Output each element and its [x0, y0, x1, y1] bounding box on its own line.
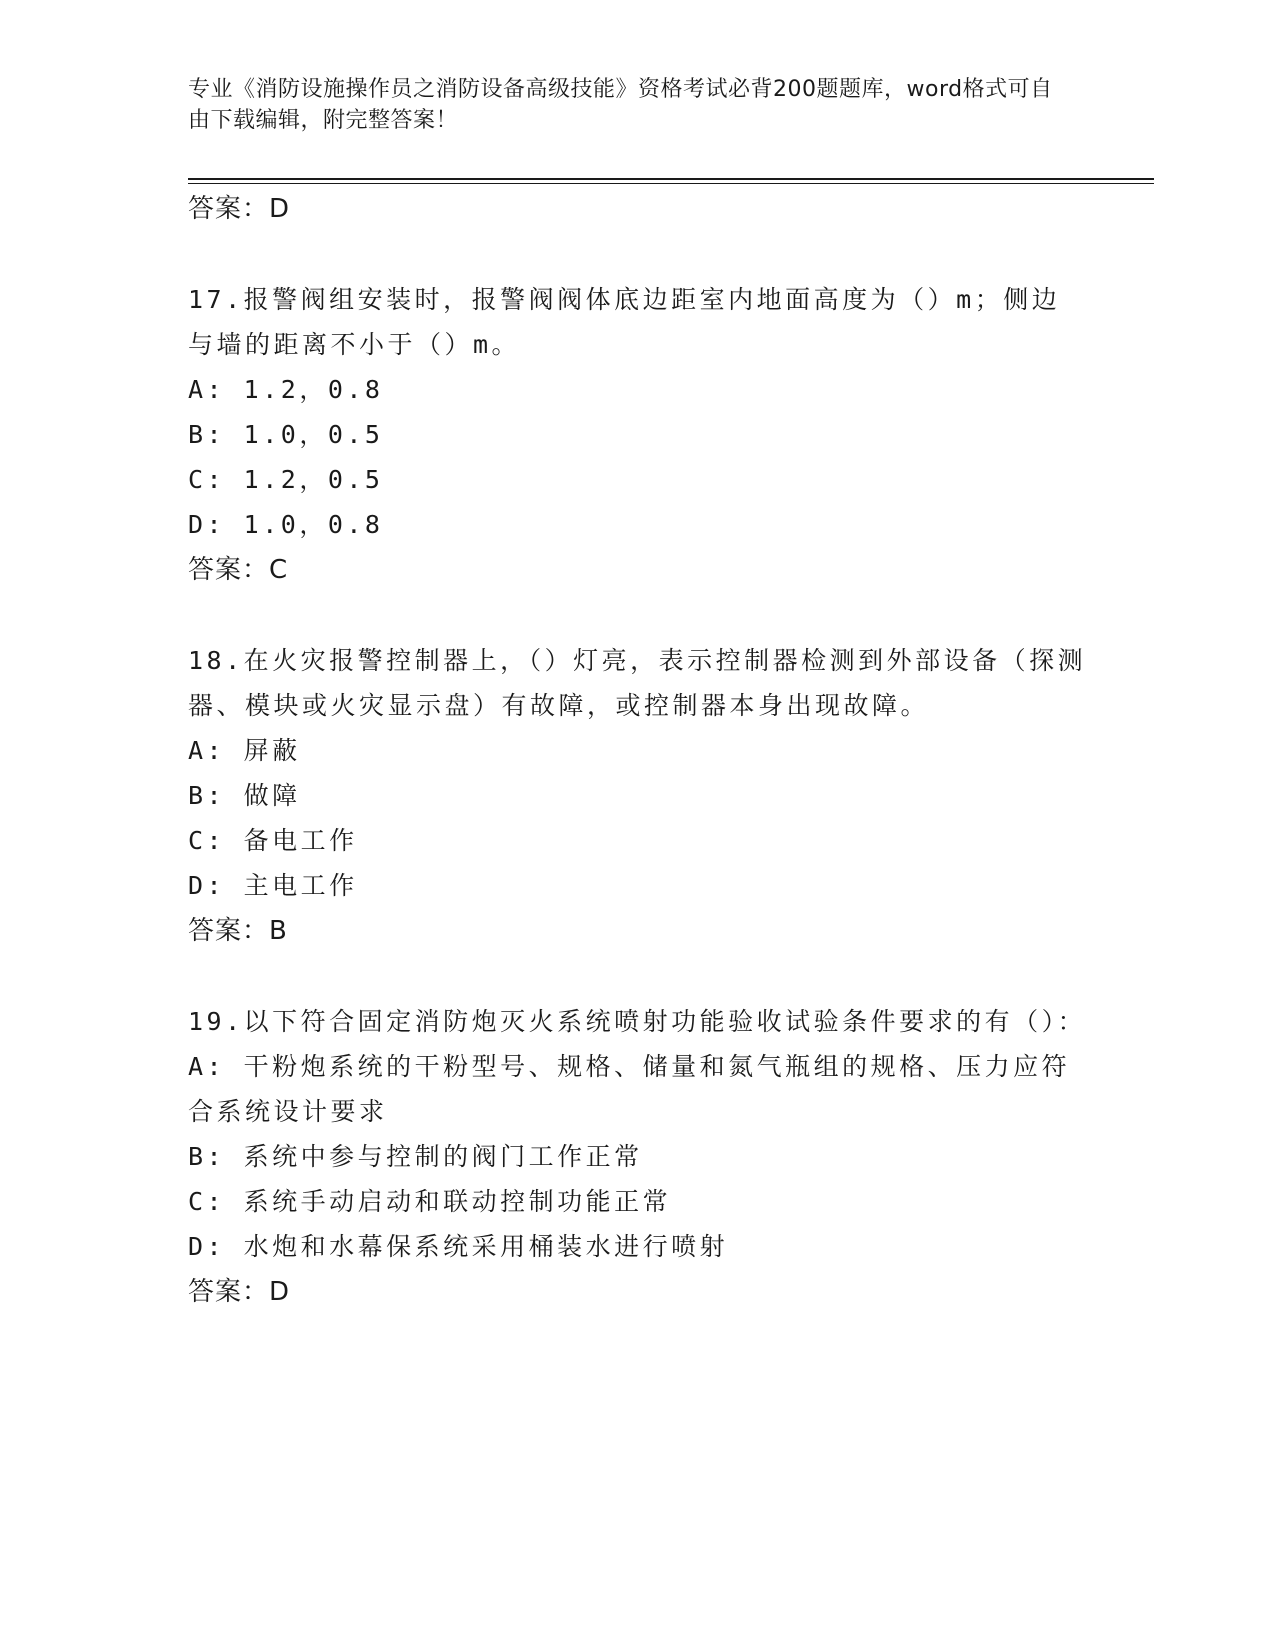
question-stem: 18.在火灾报警控制器上，（）灯亮，表示控制器检测到外部设备（探测器、模块或火灾显示盘）有故障，或控制器本身出现故障。: [188, 646, 1087, 720]
answer-value: C: [269, 555, 289, 585]
option-text: 系统手动启动和联动控制功能正常: [243, 1187, 672, 1216]
option-a: [188, 367, 1088, 412]
option-c: [188, 1179, 1088, 1224]
question-block: [188, 638, 1088, 954]
option-key: C:: [188, 465, 226, 494]
option-key: C:: [188, 826, 226, 855]
option-d: [188, 1224, 1088, 1269]
spacer: [188, 593, 1088, 638]
option-text: 系统中参与控制的阀门工作正常: [243, 1142, 643, 1171]
option-text: 做障: [243, 781, 301, 810]
question-block: [188, 999, 1088, 1315]
header-divider-thick: [188, 178, 1154, 180]
option-text: 屏蔽: [243, 736, 301, 765]
option-b: [188, 412, 1088, 457]
option-c: [188, 457, 1088, 502]
answer-value: D: [269, 1277, 291, 1307]
spacer: [188, 954, 1088, 999]
answer-line: [188, 547, 1088, 593]
option-key: C:: [188, 1187, 226, 1216]
answer-label: 答案：: [188, 916, 270, 946]
option-key: B:: [188, 781, 226, 810]
option-key: B:: [188, 420, 226, 449]
option-text: 1.0，0.5: [243, 420, 384, 449]
option-key: D:: [188, 510, 226, 539]
document-body: [188, 186, 1088, 1315]
answer-line: [188, 908, 1088, 954]
answer-line: [188, 1269, 1088, 1315]
spacer: [188, 232, 1088, 277]
header-divider-thin: [188, 183, 1154, 184]
option-key: A:: [188, 1052, 226, 1081]
option-d: [188, 502, 1088, 547]
option-text: 1.2，0.8: [243, 375, 384, 404]
option-key: B:: [188, 1142, 226, 1171]
option-key: A:: [188, 375, 226, 404]
answer-label: 答案：: [188, 194, 270, 224]
option-c: [188, 818, 1088, 863]
option-key: D:: [188, 871, 226, 900]
option-a: [188, 728, 1088, 773]
answer-value: B: [269, 916, 288, 946]
option-text: 干粉炮系统的干粉型号、规格、储量和氮气瓶组的规格、压力应符合系统设计要求: [188, 1052, 1071, 1126]
answer-value: D: [269, 194, 291, 224]
option-b: [188, 1134, 1088, 1179]
answer-label: 答案：: [188, 1277, 270, 1307]
option-text: 1.0，0.8: [243, 510, 384, 539]
answer-label: 答案：: [188, 555, 270, 585]
option-text: 水炮和水幕保系统采用桶装水进行喷射: [243, 1232, 729, 1261]
question-stem: 19.以下符合固定消防炮灭火系统喷射功能验收试验条件要求的有（）：: [188, 1007, 1087, 1036]
option-text: 1.2，0.5: [243, 465, 384, 494]
question-block: [188, 277, 1088, 593]
question-stem: 17.报警阀组安装时，报警阀阀体底边距室内地面高度为（）m；侧边与墙的距离不小于（）m。: [188, 285, 1061, 359]
option-key: D:: [188, 1232, 226, 1261]
option-a: [188, 1044, 1088, 1134]
option-b: [188, 773, 1088, 818]
option-key: A:: [188, 736, 226, 765]
answer-line: [188, 186, 1088, 232]
option-text: 备电工作: [243, 826, 358, 855]
option-d: [188, 863, 1088, 908]
document-header: 专业《消防设施操作员之消防设备高级技能》资格考试必背200题题库，word格式可自由下载编辑，附完整答案！: [188, 77, 1053, 133]
option-text: 主电工作: [243, 871, 358, 900]
